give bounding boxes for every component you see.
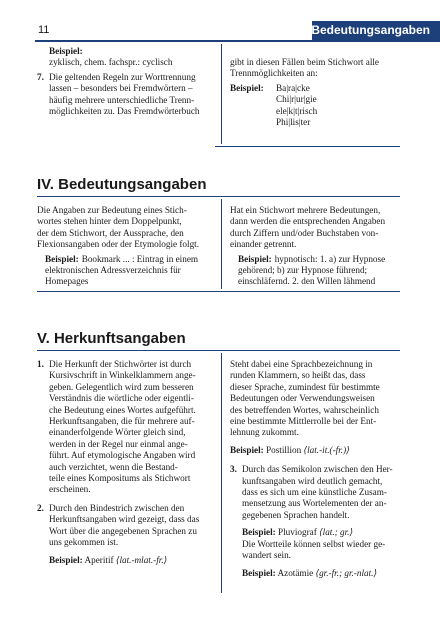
item-text: Die Herkunft der Stichwörter ist durch Kursivschrift in Winkelklammern ange- geben. Gelegentlich wird zum besseren Verständnis die wörtliche oder eigentli- che Bedeutung eines Wortes aufgeführt. Herkunftsangaben, die für mehrere auf- einanderfolgende Wörter gleich sind, werden in der Regel nur einmal ange- führt. Auf etymologische Angaben wird auch verzichtet, wenn die Bestand- teile eines Kompositums als Stichwort erscheinen. bbox=[49, 359, 196, 495]
section-heading: V. Herkunftsangaben bbox=[37, 330, 186, 347]
example-label: Beispiel: bbox=[49, 46, 83, 56]
example-text: zyklisch, chem. fachspr.: cyclisch bbox=[49, 57, 173, 68]
section4-left-column: Die Angaben zur Bedeutung eines Stich- wortes stehen hinter dem Doppelpunkt, der dem Stichwort, der Aussprache, den Flexionsangaben oder der Etymologie folgt. Beispiel: Bookmark ... : Eintrag in einem elektronischen Adressverzeichnis für Homepages bbox=[37, 205, 200, 287]
origin-label: ⟨gr.-fr.; gr.-nlat.⟩ bbox=[315, 567, 378, 578]
column-divider-5 bbox=[221, 353, 222, 593]
item-number: 2. bbox=[37, 502, 44, 513]
example-word: Azotämie bbox=[277, 567, 314, 578]
section-rule bbox=[37, 350, 400, 351]
item-text: Die geltenden Regeln zur Worttrennung lassen – besonders bei Fremdwörtern – häufig mehrere unterschiedliche Trenn- möglichkeiten zu. Das Fremdwörterbuch bbox=[49, 71, 200, 117]
block-rule bbox=[37, 291, 400, 292]
header-title: Bedeutungsangaben bbox=[311, 23, 430, 37]
example-label: Beispiel: bbox=[49, 554, 83, 565]
origin-label: ⟨lat.-mlat.-fr.⟩ bbox=[115, 554, 168, 565]
item-text: Durch das Semikolon zwischen den Her- kunftsangaben wird deutlich gemacht, dass es sich um eine künstliche Zusam- mensetzung aus Wortelementen der an- gegebenen Sprachen handelt. Beispiel: Pluviograf ⟨lat.; gr.⟩ Die Wortteile können selbst wieder ge- wandert sein. Beispiel: Azotämie ⟨gr.-fr.; gr.-nlat.⟩ bbox=[242, 464, 393, 578]
column-divider-top bbox=[221, 44, 222, 144]
text-line: gibt in diesen Fällen beim Stichwort alle bbox=[230, 57, 380, 67]
header-rule bbox=[35, 40, 440, 42]
item-text: Durch den Bindestrich zwischen den Herkunftsangaben wird gezeigt, dass das Wort über die angegebenen Sprachen zu uns gekommen ist. Beispiel: Aperitif ⟨lat.-mlat.-fr.⟩ bbox=[49, 502, 200, 565]
block-rule bbox=[215, 146, 400, 147]
hyphenation-examples: Ba|ra|cke Chi|r|ur|gie ele|k|t|risch Phi|lis|ter bbox=[276, 82, 318, 128]
example-label: Beispiel: bbox=[230, 444, 264, 455]
section-heading: IV. Bedeutungsangaben bbox=[37, 176, 207, 193]
origin-label: ⟨lat.; gr.⟩ bbox=[319, 527, 354, 538]
example-label: Beispiel: bbox=[238, 253, 272, 264]
example-text: hypnotisch: 1. a) zur Hypnose bbox=[274, 253, 386, 264]
section5-left-column bbox=[37, 359, 213, 566]
example-label: Beispiel: bbox=[45, 253, 79, 264]
column-divider-4 bbox=[221, 199, 222, 289]
example-label: Beispiel: bbox=[230, 82, 264, 93]
example-text: Bookmark ... : Eintrag in einem bbox=[81, 253, 199, 264]
item-number: 7. bbox=[37, 71, 44, 82]
example-word: Pluviograf bbox=[277, 527, 317, 538]
section4-right-column: Hat ein Stichwort mehrere Bedeutungen, dann werden die entsprechenden Angaben durch Ziffern und/oder Buchstaben von- einander getrennt. Beispiel: hypnotisch: 1. a) zur Hypnose gehörend; b) zur Hypnose führend; einschläfernd. 2. den Willen lähmend bbox=[230, 205, 386, 287]
text-line: Trennmöglichkeiten an: bbox=[230, 68, 318, 79]
item-number: 3. bbox=[230, 464, 237, 475]
top-left-column bbox=[37, 46, 213, 117]
top-right-column bbox=[230, 57, 400, 128]
item-number: 1. bbox=[37, 359, 44, 369]
example-word: Aperitif bbox=[84, 554, 114, 565]
section-rule bbox=[37, 196, 400, 197]
example-label: Beispiel: bbox=[242, 527, 276, 538]
origin-label: ⟨lat.-it.(-fr.)⟩ bbox=[303, 444, 350, 455]
example-word: Postillion bbox=[265, 444, 302, 455]
page-number: 11 bbox=[38, 24, 50, 36]
example-label: Beispiel: bbox=[242, 567, 276, 578]
page-header bbox=[0, 0, 440, 40]
section5-right-column: Steht dabei eine Sprachbezeichnung in runden Klammern, so heißt das, dass dieser Sprache, zumindest für bestimmte Bedeutungen oder Verwendungsweisen des betreffenden Wortes, wahrscheinlich eine bestimmte Mittlerrolle bei der Ent- lehnung zukommt. Beispiel: Postillion ⟨lat.-it.(-fr.)⟩ 3. Durch das Semikolon zwischen den Her- kunftsangaben wird deutlich gemacht, dass es sich um eine künstliche Zusam- mensetzung aus Wortelementen der an- gegebenen Sprachen handelt. Beispiel: Pluviograf ⟨lat.; gr.⟩ Die Wortteile können selbst wieder ge- wandert sein. Beispiel: Azotämie ⟨gr.-fr.; gr.-nlat.⟩ bbox=[230, 359, 393, 578]
